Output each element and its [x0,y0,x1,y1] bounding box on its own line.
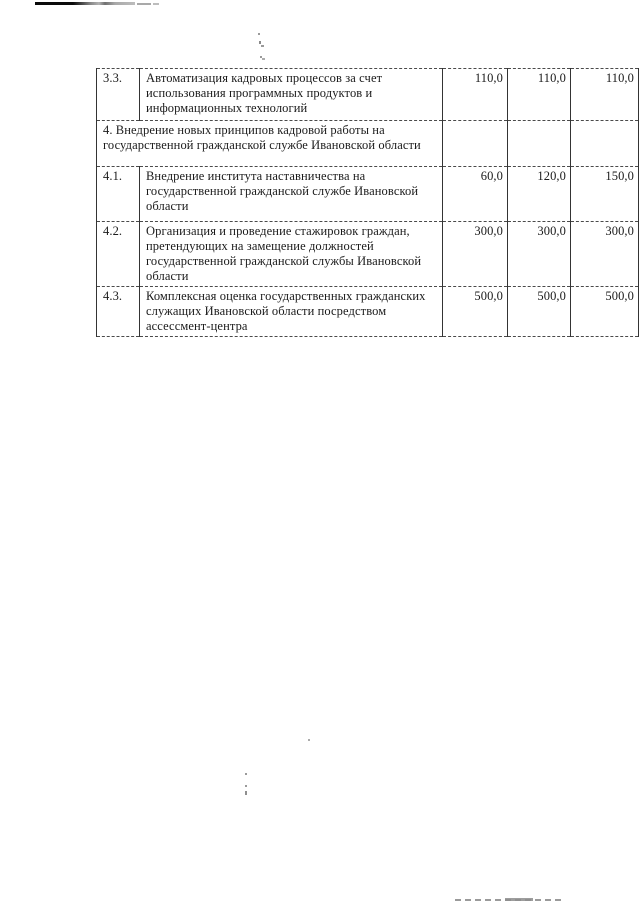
value-cell-year3: 500,0 [571,287,639,337]
table-section-row [97,121,639,167]
scan-speck [261,45,264,47]
table-row [97,69,639,121]
item-number-cell: 4.1. [97,167,140,222]
item-number-cell: 4.2. [97,222,140,287]
value-cell-year1 [443,121,508,167]
measure-description-cell: Автоматизация кадровых процессов за счет использования программных продуктов и информационных технологий [140,69,443,121]
value-cell-year3: 150,0 [571,167,639,222]
value-cell-year1: 60,0 [443,167,508,222]
table-row [97,287,639,337]
value-cell-year3: 110,0 [571,69,639,121]
measure-description-cell: Внедрение института наставничества на государственной гражданской службе Ивановской области [140,167,443,222]
measure-description-cell: Комплексная оценка государственных гражданских служащих Ивановской области посредством ассессмент-центра [140,287,443,337]
value-cell-year1: 300,0 [443,222,508,287]
value-cell-year2: 300,0 [508,222,571,287]
scan-dashed-line-artifact [505,898,533,901]
scan-speck [262,58,265,60]
value-cell-year1: 500,0 [443,287,508,337]
table-row [97,222,639,287]
table-row [97,167,639,222]
scan-speck [258,33,260,35]
value-cell-year2: 120,0 [508,167,571,222]
scan-speck [245,791,247,795]
value-cell-year2: 500,0 [508,287,571,337]
scan-streak-artifact [35,2,135,5]
value-cell-year1: 110,0 [443,69,508,121]
scan-speck [259,41,261,44]
item-number-cell: 4.3. [97,287,140,337]
section-heading-cell: 4. Внедрение новых принципов кадровой работы на государственной гражданской службе Ивановской области [97,121,443,167]
scan-speck [245,785,247,787]
program-measures-table [96,68,639,337]
scan-streak-dash [153,3,159,5]
measure-description-cell: Организация и проведение стажировок граждан, претендующих на замещение должностей государственной гражданской службы Ивановской области [140,222,443,287]
value-cell-year3: 300,0 [571,222,639,287]
value-cell-year2: 110,0 [508,69,571,121]
scan-speck [308,739,310,741]
value-cell-year3 [571,121,639,167]
scan-speck [245,773,247,775]
program-measures-table-grid [96,68,639,337]
value-cell-year2 [508,121,571,167]
item-number-cell: 3.3. [97,69,140,121]
scan-streak-dash [137,3,151,5]
